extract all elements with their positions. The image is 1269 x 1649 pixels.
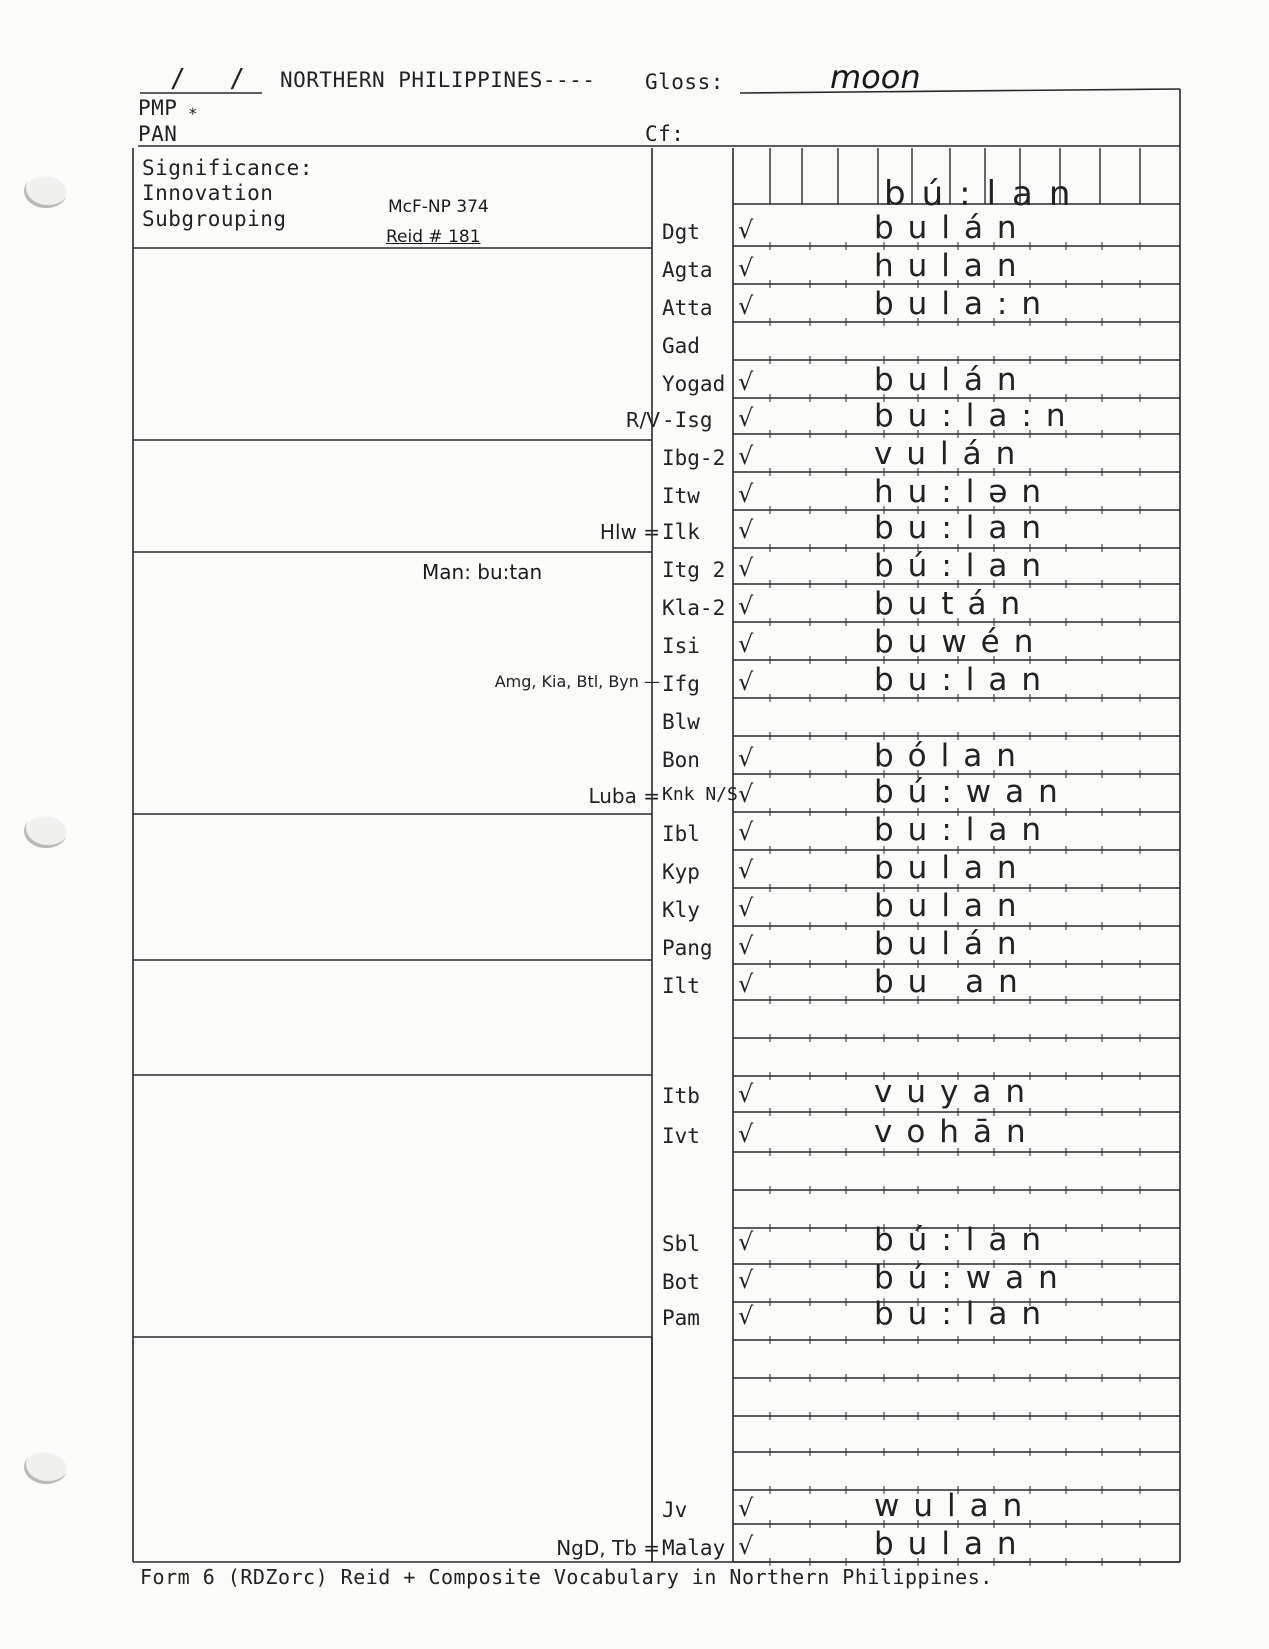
cognate-form: hulan — [874, 248, 1031, 284]
cognate-form: bu:lan — [874, 1296, 1056, 1332]
check-mark: √ — [738, 630, 754, 658]
innovation-label: Innovation — [142, 181, 274, 205]
language-code: Kyp — [662, 860, 700, 884]
language-row-prefix: Hlw = — [599, 520, 660, 544]
language-code: Ilt — [662, 974, 700, 998]
language-code: Isi — [662, 634, 700, 658]
pan-label: PAN — [138, 122, 178, 146]
cognate-form: bu an — [874, 964, 1032, 1000]
check-mark: √ — [738, 554, 754, 582]
check-mark: √ — [738, 894, 754, 922]
reconstruction-form: bú:lan — [884, 174, 1087, 214]
language-code: Sbl — [662, 1232, 700, 1256]
check-mark: √ — [738, 1494, 754, 1522]
language-code: Atta — [662, 296, 713, 320]
language-code: Knk N/S — [662, 784, 738, 805]
language-code: Ivt — [662, 1124, 700, 1148]
cognate-form: bú:wan — [874, 774, 1072, 810]
side-note-man: Man: bu:tan — [422, 560, 543, 584]
language-code: Kly — [662, 898, 700, 922]
cognate-form: bu:lan — [874, 662, 1056, 698]
cognate-form: vohān — [874, 1114, 1040, 1150]
language-code: Ibg-2 — [662, 446, 726, 470]
source-note-mcf: McF-NP 374 — [388, 197, 489, 217]
language-code: Ibl — [662, 822, 700, 846]
check-mark: √ — [738, 970, 754, 998]
language-code: Malay — [662, 1536, 726, 1560]
language-code: Ilk — [662, 520, 700, 544]
form-footer: Form 6 (RDZorc) Reid + Composite Vocabulary in Northern Philippines. — [140, 1565, 993, 1589]
language-code: Ifg — [662, 672, 700, 696]
check-mark: √ — [738, 780, 754, 808]
language-code: Yogad — [662, 372, 726, 396]
cognate-form: bulan — [874, 888, 1031, 924]
source-note-reid: Reid # 181 — [386, 227, 481, 247]
check-mark: √ — [738, 480, 754, 508]
language-code: Bot — [662, 1270, 700, 1294]
check-mark: √ — [738, 1302, 754, 1330]
check-mark: √ — [738, 292, 754, 320]
check-mark: √ — [738, 368, 754, 396]
language-code: -Isg — [662, 408, 713, 432]
region-title: NORTHERN PHILIPPINES---- — [280, 68, 596, 92]
cognate-form: vuyan — [874, 1074, 1039, 1110]
check-mark: √ — [738, 1080, 754, 1108]
language-code: Blw — [662, 710, 700, 734]
check-mark: √ — [738, 516, 754, 544]
cognate-form: bú:lan — [874, 1222, 1056, 1258]
language-code: Dgt — [662, 220, 700, 244]
check-mark: √ — [738, 254, 754, 282]
language-code: Pam — [662, 1306, 700, 1330]
check-mark: √ — [738, 1120, 754, 1148]
cognate-form: bú:lan — [874, 548, 1056, 584]
language-code: Itg 2 — [662, 558, 726, 582]
language-code: Pang — [662, 936, 713, 960]
check-mark: √ — [738, 932, 754, 960]
cognate-form: bulan — [874, 1526, 1031, 1562]
cognate-form: bulán — [874, 362, 1031, 398]
cognate-form: bu:la:n — [874, 398, 1080, 434]
check-mark: √ — [738, 856, 754, 884]
pmp-star: * — [188, 104, 199, 123]
check-mark: √ — [738, 1266, 754, 1294]
language-code: Itb — [662, 1084, 700, 1108]
language-code: Gad — [662, 334, 700, 358]
check-mark: √ — [738, 744, 754, 772]
pmp-label: PMP — [138, 96, 178, 120]
cognate-form: bután — [874, 586, 1035, 622]
cognate-form: bulan — [874, 850, 1031, 886]
cognate-form: bú:wan — [874, 1260, 1072, 1296]
cognate-form: hu:lən — [874, 474, 1056, 510]
cognate-form: vulán — [874, 436, 1030, 472]
language-code: Itw — [662, 484, 700, 508]
check-mark: √ — [738, 1532, 754, 1560]
language-code: Kla-2 — [662, 596, 726, 620]
language-row-prefix: Amg, Kia, Btl, Byn — — [494, 672, 660, 691]
cognate-form: wulan — [874, 1488, 1037, 1524]
date-field: / / — [170, 64, 259, 94]
check-mark: √ — [738, 404, 754, 432]
gloss-underline — [740, 89, 1180, 93]
language-code: Agta — [662, 258, 713, 282]
check-mark: √ — [738, 1228, 754, 1256]
language-row-prefix: NgD, Tb = — [556, 1536, 660, 1560]
language-row-prefix: R/V — [625, 408, 660, 432]
cognate-form: bula:n — [874, 286, 1056, 322]
gloss-label: Gloss: — [645, 70, 724, 94]
significance-title: Significance: — [142, 156, 313, 180]
cognate-form: buwén — [874, 624, 1048, 660]
check-mark: √ — [738, 442, 754, 470]
language-code: Jv — [662, 1498, 688, 1522]
cognate-form: bu:lan — [874, 510, 1056, 546]
cognate-form: bu:lan — [874, 812, 1056, 848]
subgrouping-label: Subgrouping — [142, 207, 287, 231]
gloss-value: moon — [830, 58, 921, 96]
language-row-prefix: Luba = — [588, 784, 660, 808]
language-code: Bon — [662, 748, 700, 772]
cf-label: Cf: — [645, 122, 685, 146]
check-mark: √ — [738, 668, 754, 696]
cognate-form: bólan — [874, 738, 1030, 774]
check-mark: √ — [738, 592, 754, 620]
check-mark: √ — [738, 818, 754, 846]
cognate-form: bulán — [874, 926, 1031, 962]
cognate-form: bulán — [874, 210, 1031, 246]
check-mark: √ — [738, 216, 754, 244]
